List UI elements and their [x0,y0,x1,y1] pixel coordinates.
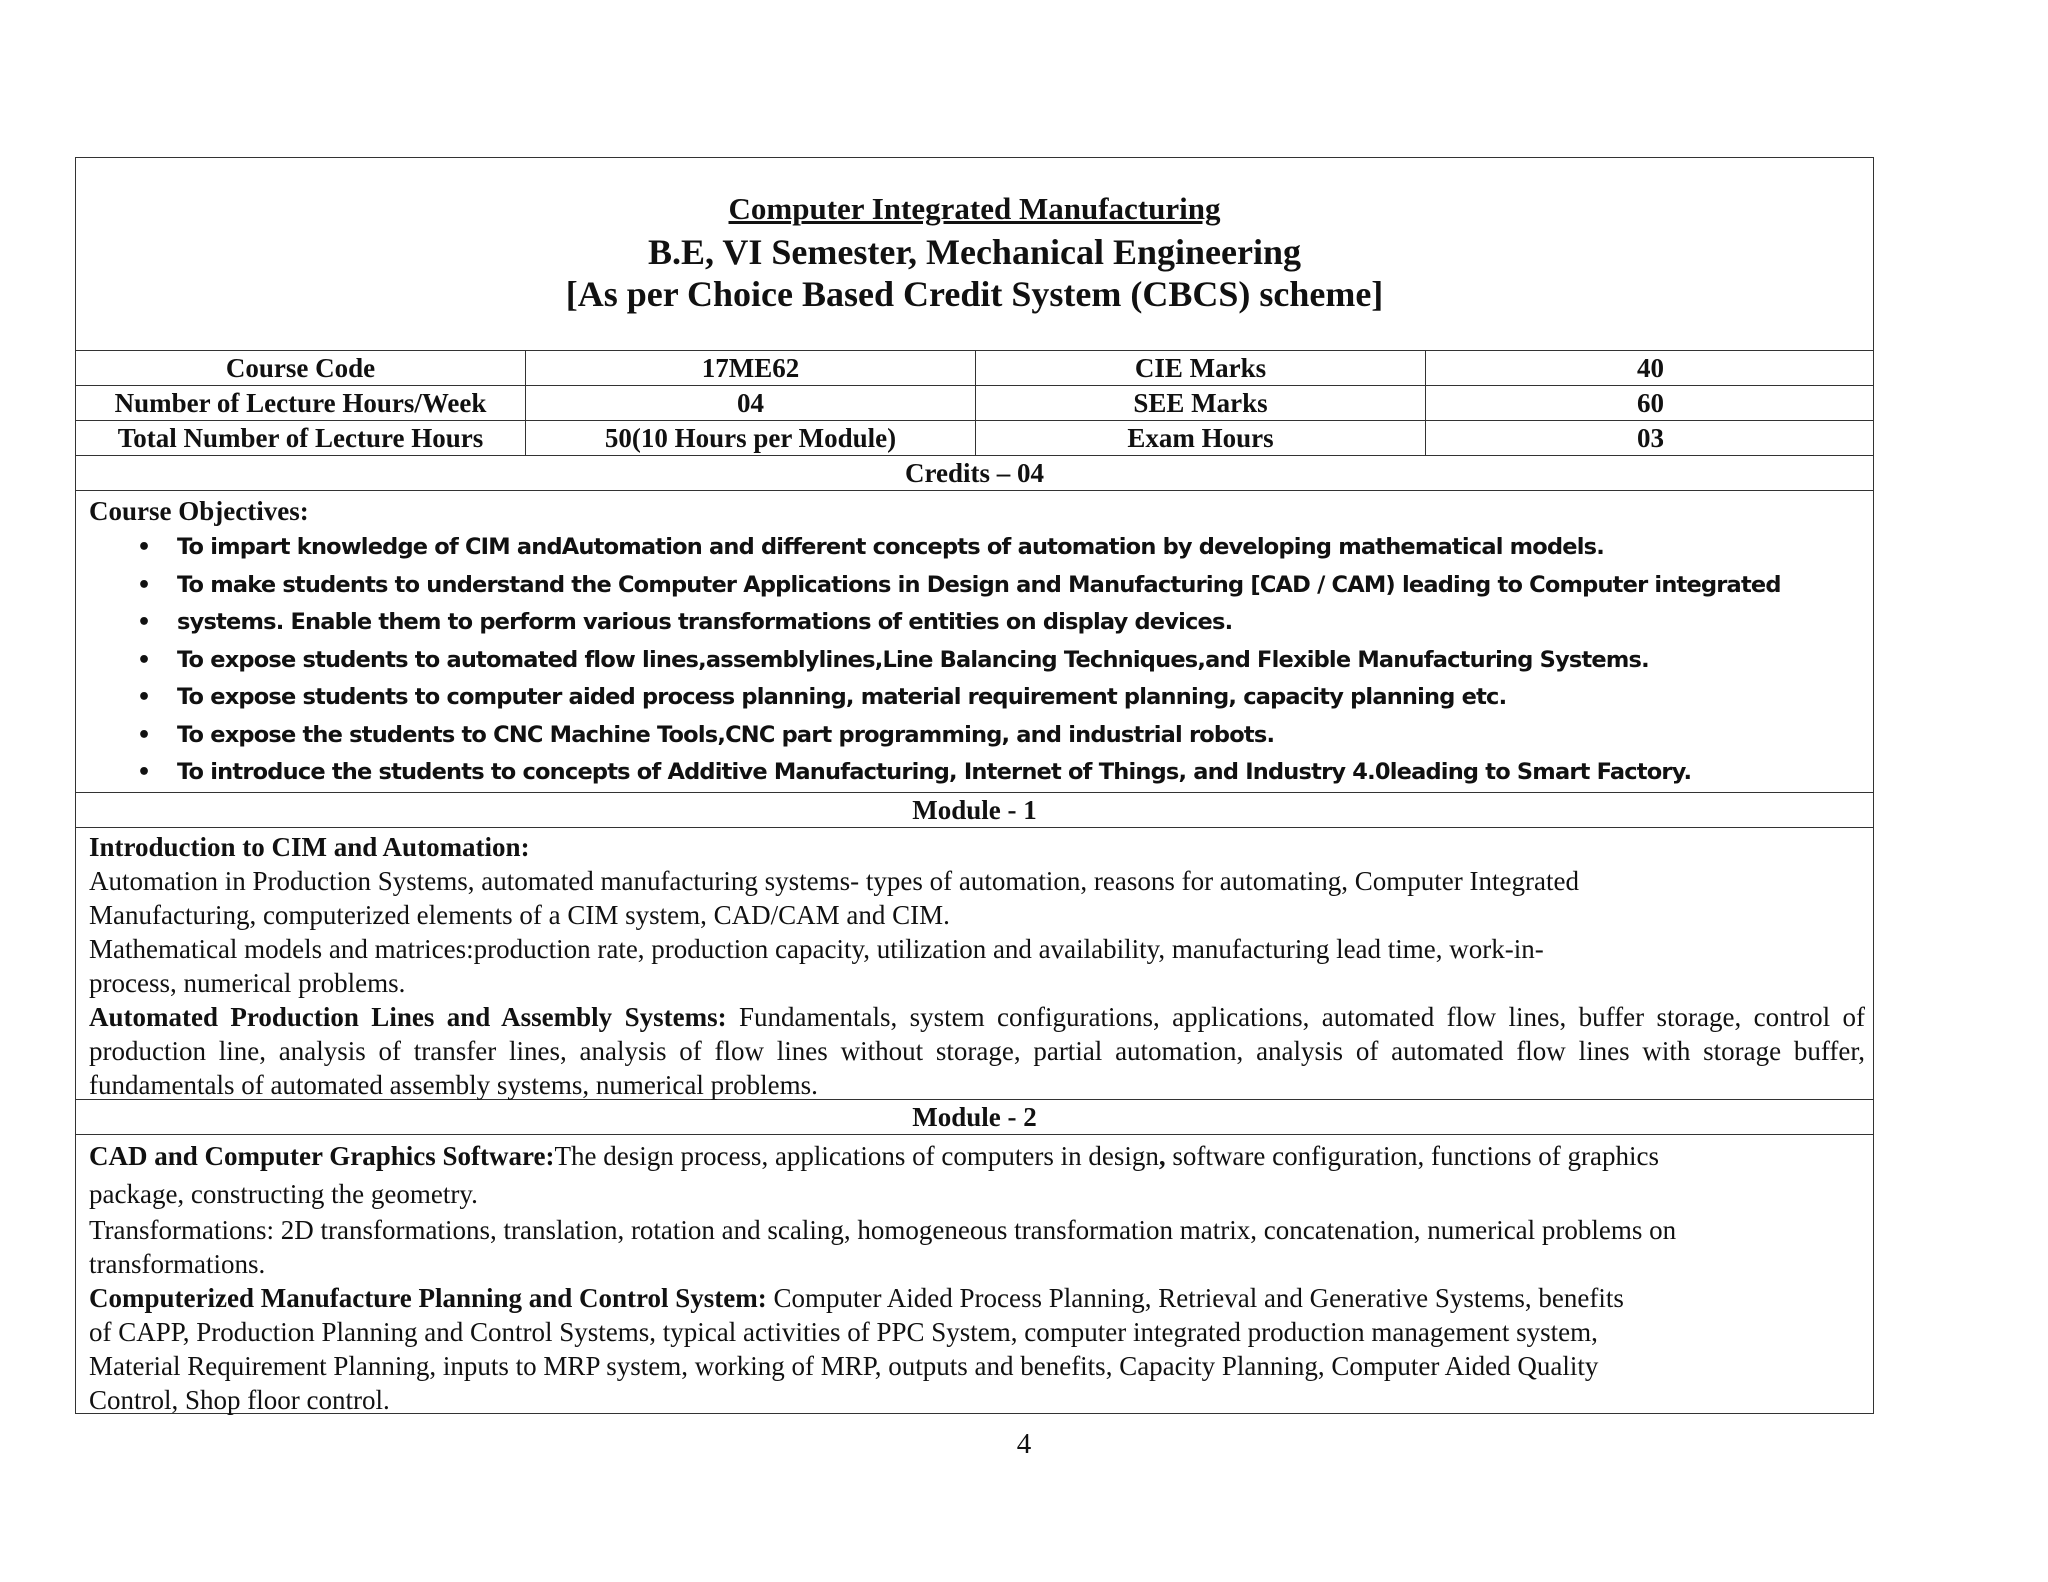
list-item: • To expose students to automated flow lines,assemblylines,Line Balancing Techniques,and Flexible Manufacturing Systems. [89,642,1873,680]
table-cell: 40 [1637,353,1664,383]
paragraph-line: Transformations: 2D transformations, translation, rotation and scaling, homogeneous transformation matrix, concatenation, numerical problems on [89,1215,1677,1245]
table-cell: Total Number of Lecture Hours [76,421,526,455]
course-objectives [76,491,1873,793]
section-title: CAD and Computer Graphics Software: [89,1141,555,1171]
list-item: • To expose students to computer aided process planning, material requirement planning, capacity planning etc. [89,679,1873,717]
objectives-title: Course Objectives: [89,496,309,526]
section-title: Computerized Manufacture Planning and Control System: [89,1283,767,1313]
course-title: Computer Integrated Manufacturing [728,191,1221,226]
table-cell: CIE Marks [976,351,1426,385]
document-header [76,158,1873,351]
bullet-icon: • [137,535,151,560]
bullet-icon: • [137,610,151,635]
table-cell: Course Code [76,351,526,385]
objectives-list [89,529,1873,792]
list-item: • To expose the students to CNC Machine Tools,CNC part programming, and industrial robots. [89,717,1873,755]
paragraph-line: Mathematical models and matrices:production rate, production capacity, utilization and availability, manufacturing lead time, work-in- [89,934,1544,964]
module-1-heading: Module - 1 [76,793,1873,828]
paragraph-line: package, constructing the geometry. [89,1179,478,1209]
table-cell: 03 [1637,423,1664,453]
section-title: Introduction to CIM and Automation: [89,832,530,862]
credits-text: Credits – 04 [905,458,1044,488]
table-cell: 60 [1637,388,1664,418]
paragraph-line: of CAPP, Production Planning and Control Systems, typical activities of PPC System, computer integrated production management system, [89,1317,1598,1347]
module-2-heading: Module - 2 [76,1100,1873,1135]
list-item: • systems. Enable them to perform various transformations of entities on display devices. [89,604,1873,642]
list-item: • To make students to understand the Computer Applications in Design and Manufacturing [CAD / CAM) leading to Computer integrated [89,567,1873,605]
paragraph-line: Material Requirement Planning, inputs to MRP system, working of MRP, outputs and benefits, Capacity Planning, Computer Aided Quality [89,1351,1599,1381]
list-item: • To introduce the students to concepts of Additive Manufacturing, Internet of Things, and Industry 4.0leading to Smart Factory. [89,754,1873,792]
table-cell: SEE Marks [976,386,1426,420]
paragraph-line: Manufacturing, computerized elements of a CIM system, CAD/CAM and CIM. [89,900,950,930]
bullet-icon: • [137,685,151,710]
paragraph-line: transformations. [89,1249,266,1279]
syllabus-frame [75,157,1874,1414]
table-cell: Number of Lecture Hours/Week [76,386,526,420]
list-item: • To impart knowledge of CIM andAutomation and different concepts of automation by developing mathematical models. [89,529,1873,567]
bullet-icon: • [137,722,151,748]
scheme-line: [As per Choice Based Credit System (CBCS) scheme] [565,274,1384,314]
credits-row [76,456,1873,491]
table-cell: 50(10 Hours per Module) [526,421,976,455]
table-row [76,421,1873,456]
table-cell: Exam Hours [976,421,1426,455]
paragraph-line: Automation in Production Systems, automated manufacturing systems- types of automation, reasons for automating, Computer Integrated [89,866,1579,896]
table-row [76,386,1873,421]
page-number: 4 [1016,1428,1032,1460]
table-cell: 04 [526,386,976,420]
paragraph-line: process, numerical problems. [89,968,406,998]
table-cell: 17ME62 [526,351,976,385]
paragraph: Automated Production Lines and Assembly Systems: Fundamentals, system configurations, applications, automated flow lines, buffer storage, control of production line, analysis of transfer lines, analysis of flow lines without storage, partial automation, analysis of automated flow lines with storage buffer, fundamentals of automated assembly systems, numerical problems. [89,1002,1866,1100]
section-title: Automated Production Lines and Assembly Systems: [89,1002,727,1032]
table-row [76,351,1873,386]
bullet-icon: • [137,647,151,673]
module-1-content [76,828,1873,1100]
module-2-content: CAD and Computer Graphics Software:The design process, applications of computers in design, software configuration, functions of graphics package, constructing the geometry. Transformations: 2D transformations, translation, rotation and scaling, homogeneous transformation matrix, concatenation, numerical problems on transformations. Computerized Manufacture Planning and Control System: Computer Aided Process Planning, Retrieval and Generative Systems, benefits of CAPP, Production Planning and Control Systems, typical activities of PPC System, computer integrated production management system, Material Requirement Planning, inputs to MRP system, working of MRP, outputs and benefits, Capacity Planning, Computer Aided Quality Control, Shop floor control. [76,1135,1873,1413]
bullet-icon: • [137,572,151,598]
paragraph-line: Control, Shop floor control. [89,1385,390,1415]
bullet-icon: • [137,760,151,785]
course-subtitle: B.E, VI Semester, Mechanical Engineering [648,232,1301,272]
